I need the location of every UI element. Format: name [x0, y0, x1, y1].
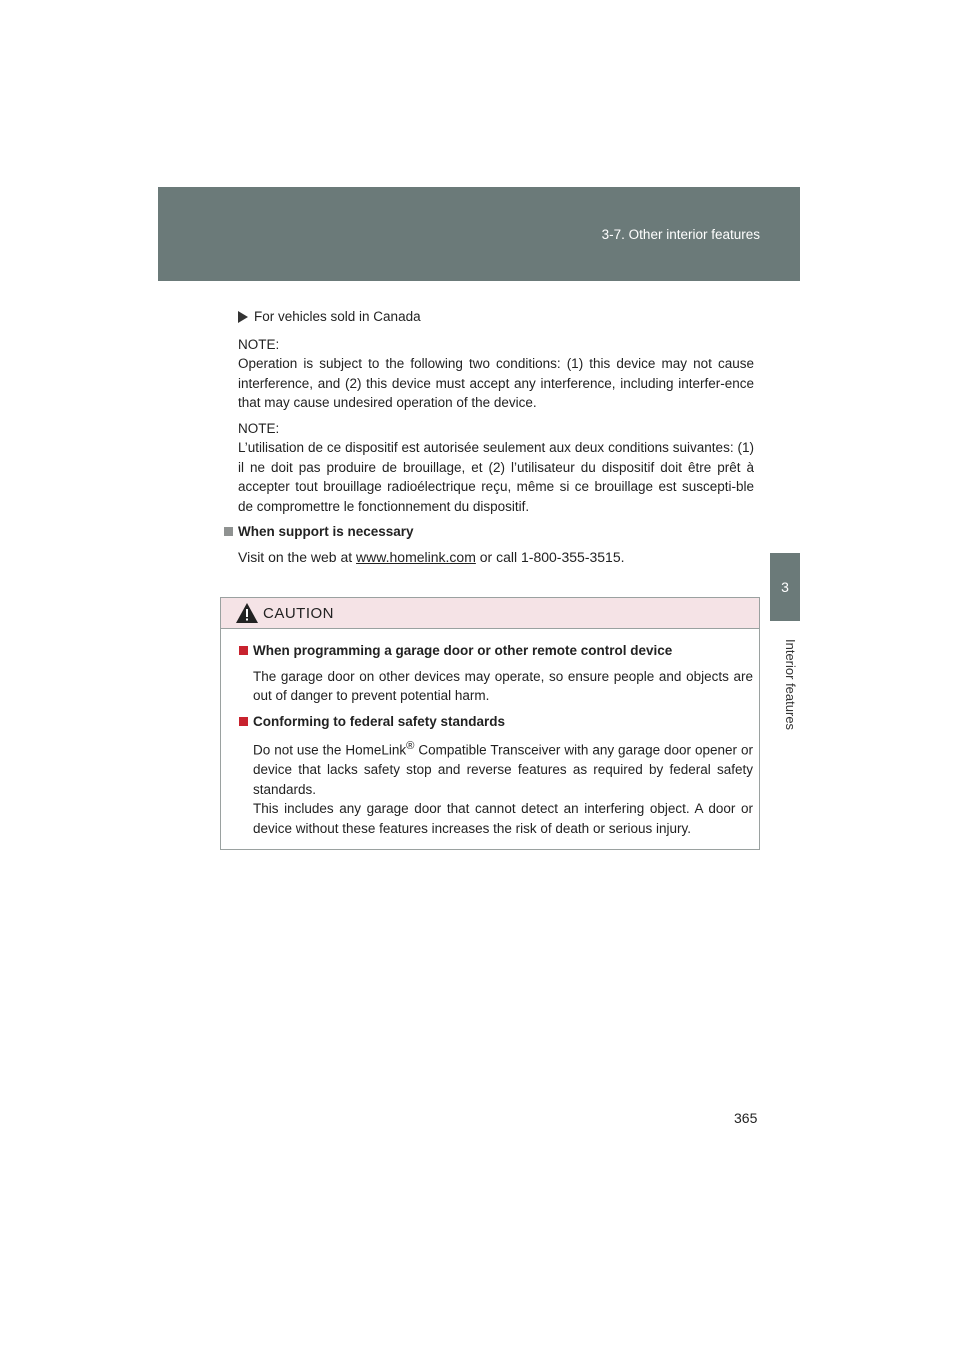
support-heading: [224, 522, 754, 542]
caution-box: [220, 597, 760, 850]
triangle-right-icon: [238, 311, 248, 323]
caution-header: [221, 598, 759, 629]
square-icon: [239, 646, 248, 655]
caution-item-heading: Conforming to federal safety standards: [239, 712, 753, 732]
note-french: [238, 419, 754, 517]
canada-bullet: [238, 307, 754, 327]
square-icon: [239, 717, 248, 726]
canada-bullet-text: For vehicles sold in Canada: [254, 309, 421, 324]
header-band: [158, 187, 800, 281]
side-tab-number: 3: [770, 553, 800, 621]
square-icon: [224, 527, 233, 536]
side-tab-label: Interior features: [783, 639, 798, 731]
note-text: Operation is subject to the following two conditions: (1) this device may not cause interference, and (2) this device must accept any interference, including interfer-ence that may cause undesired operation of the device.: [238, 356, 754, 410]
caution-body: [221, 629, 759, 838]
note-label: NOTE:: [238, 336, 280, 352]
visit-suffix: or call 1-800-355-3515.: [475, 548, 625, 565]
caution-title: CAUTION: [263, 604, 334, 622]
main-content: [238, 307, 754, 567]
visit-prefix: Visit on the web at: [238, 548, 357, 565]
caution-item-text: Do not use the HomeLink® Compatible Transceiver with any garage door opener or device that lacks safety stop and reverse features as required by federal safety standards.: [253, 740, 754, 797]
caution-item-heading: When programming a garage door or other remote control device: [239, 641, 753, 661]
note-label: NOTE:: [238, 420, 280, 436]
note-text: L’utilisation de ce dispositif est autorisée seulement aux deux conditions suivantes: (1) il ne doit pas produire de brouillage, et (2) l’utilisateur du dispositif doit être prêt à accepter tout brouillage radioélectrique reçu, même si ce brouillage est suscepti-ble de compromettre le fonctionnement du dispositif.: [238, 440, 754, 514]
caution-item-text: This includes any garage door that cannot detect an interfering object. A door or device without these features increases the risk of death or serious injury.: [253, 801, 753, 836]
warning-triangle-icon: [235, 602, 259, 624]
homelink-link[interactable]: www.homelink.com: [356, 548, 476, 565]
registered-mark: ®: [406, 740, 415, 752]
page-number: 365: [734, 1110, 758, 1126]
caution-item-text: The garage door on other devices may operate, so ensure people and objects are out of danger to prevent potential harm.: [253, 668, 753, 703]
visit-line: [238, 548, 754, 568]
note-english: [238, 335, 754, 413]
support-heading-text: When support is necessary: [238, 524, 414, 539]
section-title: 3-7. Other interior features: [601, 227, 760, 242]
